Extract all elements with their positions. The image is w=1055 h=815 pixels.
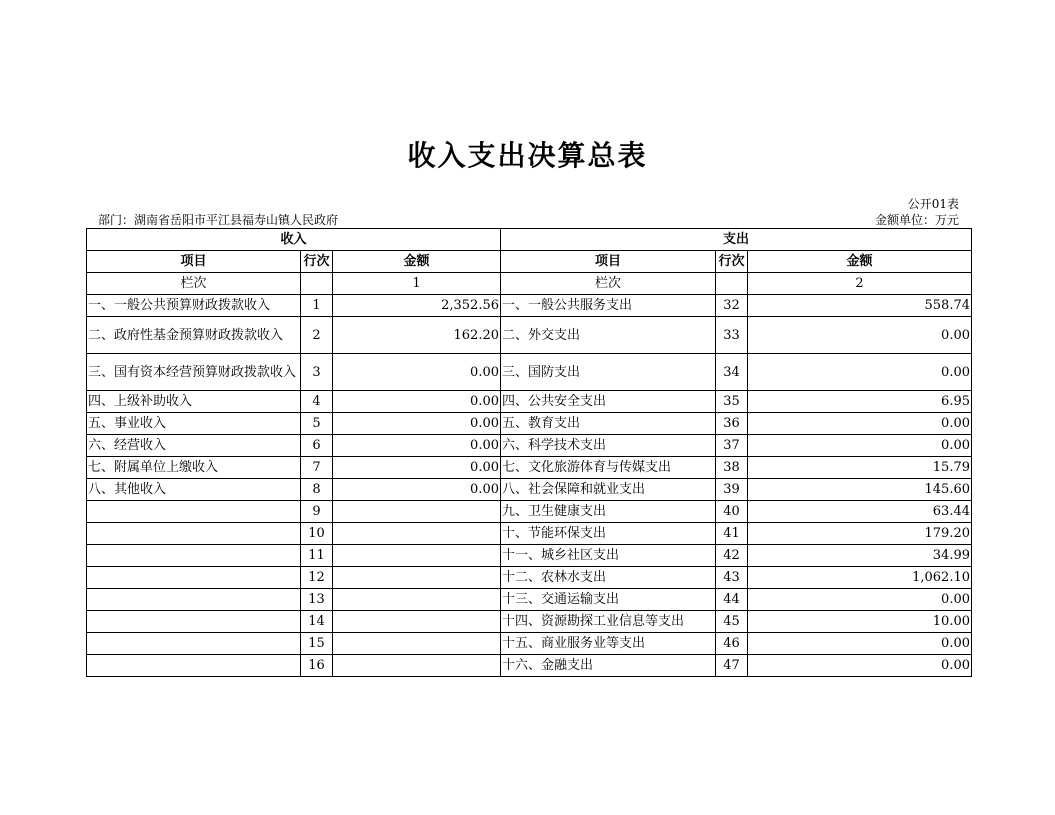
income-amount-cell: 0.00 (333, 479, 501, 501)
table-row (87, 501, 972, 523)
income-row-no-cell: 8 (301, 479, 333, 501)
table-row (87, 545, 972, 567)
table-row (87, 413, 972, 435)
expense-row-no-cell: 34 (716, 354, 748, 391)
income-amount-cell: 0.00 (333, 354, 501, 391)
expense-item-cell: 一、一般公共服务支出 (501, 295, 716, 317)
expense-item-header: 项目 (501, 251, 716, 273)
expense-row-no-cell: 42 (716, 545, 748, 567)
income-item-cell: 三、国有资本经营预算财政拨款收入 (87, 354, 301, 391)
income-item-cell: 八、其他收入 (87, 479, 301, 501)
expense-item-cell: 十一、城乡社区支出 (501, 545, 716, 567)
income-row-no-cell: 10 (301, 523, 333, 545)
expense-row-no-cell: 38 (716, 457, 748, 479)
income-item-cell (87, 501, 301, 523)
expense-item-cell: 十三、交通运输支出 (501, 589, 716, 611)
income-row-no-cell: 15 (301, 633, 333, 655)
expense-row-no-cell: 37 (716, 435, 748, 457)
table-row (87, 567, 972, 589)
expense-item-cell: 三、国防支出 (501, 354, 716, 391)
income-item-cell (87, 655, 301, 677)
income-amount-cell (333, 611, 501, 633)
income-amount-cell (333, 523, 501, 545)
income-row-no-cell: 4 (301, 391, 333, 413)
expense-amount-cell: 10.00 (748, 611, 972, 633)
income-expense-table (86, 228, 972, 677)
expense-item-cell: 七、文化旅游体育与传媒支出 (501, 457, 716, 479)
expense-section-header: 支出 (501, 229, 972, 251)
expense-row-no-cell: 32 (716, 295, 748, 317)
expense-item-cell: 八、社会保障和就业支出 (501, 479, 716, 501)
income-item-cell: 一、一般公共预算财政拨款收入 (87, 295, 301, 317)
income-row-no-cell: 7 (301, 457, 333, 479)
table-row (87, 457, 972, 479)
income-amount-cell: 0.00 (333, 435, 501, 457)
expense-item-cell: 五、教育支出 (501, 413, 716, 435)
expense-item-cell: 二、外交支出 (501, 317, 716, 354)
income-amount-cell (333, 633, 501, 655)
expense-amount-cell: 1,062.10 (748, 567, 972, 589)
expense-amount-cell: 0.00 (748, 413, 972, 435)
income-item-cell: 七、附属单位上缴收入 (87, 457, 301, 479)
expense-item-cell: 六、科学技术支出 (501, 435, 716, 457)
expense-amount-cell: 0.00 (748, 633, 972, 655)
income-item-cell: 二、政府性基金预算财政拨款收入 (87, 317, 301, 354)
income-amount-cell (333, 655, 501, 677)
expense-amount-cell: 34.99 (748, 545, 972, 567)
expense-column-blank (716, 273, 748, 295)
expense-row-no-cell: 46 (716, 633, 748, 655)
expense-row-no-cell: 43 (716, 567, 748, 589)
expense-amount-cell: 0.00 (748, 435, 972, 457)
form-number: 公开01表 (907, 197, 959, 211)
expense-row-no-cell: 35 (716, 391, 748, 413)
table-row (87, 295, 972, 317)
income-amount-cell: 0.00 (333, 413, 501, 435)
income-row-no-cell: 5 (301, 413, 333, 435)
expense-row-no-cell: 45 (716, 611, 748, 633)
income-item-header: 项目 (87, 251, 301, 273)
table-row (87, 479, 972, 501)
income-item-cell (87, 567, 301, 589)
expense-amount-cell: 0.00 (748, 354, 972, 391)
income-amount-cell (333, 589, 501, 611)
expense-amount-cell: 0.00 (748, 655, 972, 677)
income-item-cell: 四、上级补助收入 (87, 391, 301, 413)
income-amount-cell (333, 545, 501, 567)
income-row-no-cell: 1 (301, 295, 333, 317)
expense-item-cell: 十、节能环保支出 (501, 523, 716, 545)
page-title: 收入支出决算总表 (407, 139, 648, 172)
expense-row-no-cell: 40 (716, 501, 748, 523)
expense-amount-cell: 15.79 (748, 457, 972, 479)
income-item-cell: 五、事业收入 (87, 413, 301, 435)
expense-amount-cell: 558.74 (748, 295, 972, 317)
amount-unit-label: 金额单位：万元 (874, 213, 959, 227)
income-row-no-cell: 12 (301, 567, 333, 589)
expense-amount-cell: 6.95 (748, 391, 972, 413)
income-amount-cell (333, 567, 501, 589)
table-row (87, 589, 972, 611)
income-row-no-cell: 2 (301, 317, 333, 354)
table-row (87, 317, 972, 354)
income-row-no-cell: 14 (301, 611, 333, 633)
income-item-cell (87, 589, 301, 611)
income-item-cell (87, 545, 301, 567)
expense-amount-cell: 0.00 (748, 317, 972, 354)
income-amount-cell: 0.00 (333, 457, 501, 479)
income-amount-header: 金额 (333, 251, 501, 273)
income-item-cell (87, 523, 301, 545)
income-amount-cell (333, 501, 501, 523)
table-row (87, 611, 972, 633)
expense-amount-header: 金额 (748, 251, 972, 273)
income-row-no-cell: 11 (301, 545, 333, 567)
expense-column-number: 2 (748, 273, 972, 295)
income-amount-cell: 2,352.56 (333, 295, 501, 317)
expense-item-cell: 九、卫生健康支出 (501, 501, 716, 523)
expense-amount-cell: 63.44 (748, 501, 972, 523)
expense-item-cell: 四、公共安全支出 (501, 391, 716, 413)
expense-item-cell: 十四、资源勘探工业信息等支出 (501, 611, 716, 633)
income-column-blank (301, 273, 333, 295)
income-row-no-cell: 3 (301, 354, 333, 391)
table-row (87, 391, 972, 413)
expense-row-no-cell: 41 (716, 523, 748, 545)
table-row (87, 523, 972, 545)
department-label: 部门：湖南省岳阳市平江县福寿山镇人民政府 (98, 213, 339, 227)
table-row (87, 655, 972, 677)
expense-amount-cell: 0.00 (748, 589, 972, 611)
income-section-header: 收入 (87, 229, 501, 251)
table-row (87, 435, 972, 457)
expense-row-no-cell: 44 (716, 589, 748, 611)
income-row-no-cell: 9 (301, 501, 333, 523)
expense-row-no-cell: 36 (716, 413, 748, 435)
income-row-no-cell: 13 (301, 589, 333, 611)
expense-item-cell: 十五、商业服务业等支出 (501, 633, 716, 655)
expense-row-no-cell: 47 (716, 655, 748, 677)
table-row (87, 354, 972, 391)
expense-amount-cell: 179.20 (748, 523, 972, 545)
expense-amount-cell: 145.60 (748, 479, 972, 501)
income-amount-cell: 0.00 (333, 391, 501, 413)
income-amount-cell: 162.20 (333, 317, 501, 354)
income-row-no-cell: 6 (301, 435, 333, 457)
income-row-no-cell: 16 (301, 655, 333, 677)
table-row (87, 633, 972, 655)
income-item-cell (87, 633, 301, 655)
expense-item-cell: 十二、农林水支出 (501, 567, 716, 589)
income-column-number: 1 (333, 273, 501, 295)
income-item-cell (87, 611, 301, 633)
expense-item-cell: 十六、金融支出 (501, 655, 716, 677)
expense-column-label: 栏次 (501, 273, 716, 295)
income-item-cell: 六、经营收入 (87, 435, 301, 457)
expense-row-no-cell: 33 (716, 317, 748, 354)
income-column-label: 栏次 (87, 273, 301, 295)
expense-row-no-header: 行次 (716, 251, 748, 273)
expense-row-no-cell: 39 (716, 479, 748, 501)
income-row-no-header: 行次 (301, 251, 333, 273)
